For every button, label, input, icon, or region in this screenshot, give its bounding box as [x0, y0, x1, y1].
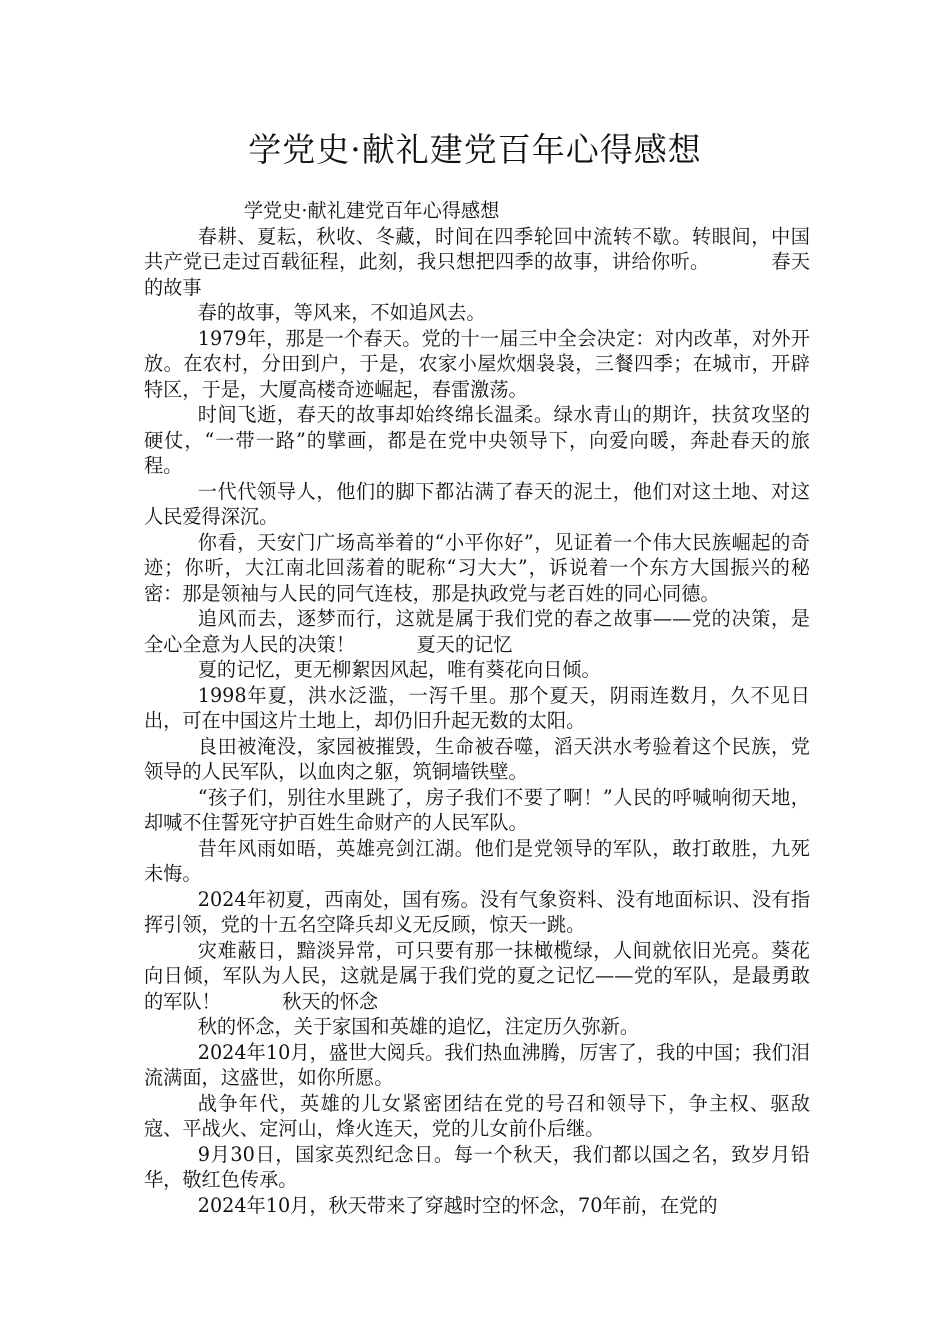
document-body [144, 198, 810, 1218]
paragraph: 9月30日，国家英烈纪念日。每一个秋天，我们都以国之名，致岁月铅华，敬红色传承。 [144, 1142, 810, 1191]
paragraph: 2024年10月，盛世大阅兵。我们热血沸腾，厉害了，我的中国；我们泪流满面，这盛世，如你所愿。 [144, 1040, 810, 1089]
paragraph-text: 春耕、夏耘，秋收、冬藏，时间在四季轮回中流转不歇。转眼间，中国共产党已走过百载征程，此刻，我只想把四季的故事，讲给你听。 [144, 224, 810, 273]
paragraph: 一代代领导人，他们的脚下都沾满了春天的泥土，他们对这土地、对这人民爱得深沉。 [144, 479, 810, 528]
paragraph-text: 追风而去，逐梦而行，这就是属于我们党的春之故事——党的决策，是全心全意为人民的决策！ [144, 607, 810, 656]
paragraph: 昔年风雨如晤，英雄亮剑江湖。他们是党领导的军队，敢打敢胜，九死未悔。 [144, 836, 810, 885]
paragraph: 秋的怀念，关于家国和英雄的追忆，注定历久弥新。 [197, 1015, 640, 1038]
section-heading-summer: 夏天的记忆 [416, 632, 513, 656]
paragraph [144, 606, 810, 657]
section-heading-spring: 春天的故事 [144, 250, 811, 299]
paragraph: 夏的记忆，更无柳絮因风起，唯有葵花向日倾。 [197, 658, 601, 681]
paragraph [144, 224, 810, 301]
paragraph: 春的故事，等风来，不如追风去。 [197, 301, 486, 324]
paragraph: 时间飞逝，春天的故事却始终绵长温柔。绿水青山的期许，扶贫攻坚的硬仗，“一带一路”的擘画，都是在党中央领导下，向爱向暖，奔赴春天的旅程。 [144, 403, 810, 477]
document-subtitle: 学党史·献礼建党百年心得感想 [243, 199, 500, 222]
section-heading-autumn: 秋天的怀念 [282, 989, 379, 1013]
paragraph: “孩子们，别往水里跳了，房子我们不要了啊！”人民的呼喊响彻天地，却喊不住誓死守护百姓生命财产的人民军队。 [144, 785, 810, 834]
paragraph: 1979年，那是一个春天。党的十一届三中全会决定：对内改革，对外开放。在农村，分田到户，于是，农家小屋炊烟袅袅，三餐四季；在城市，开辟特区，于是，大厦高楼奇迹崛起，春雷激荡。 [144, 326, 810, 401]
page-title: 学党史·献礼建党百年心得感想 [248, 130, 702, 169]
paragraph: 1998年夏，洪水泛滥，一泻千里。那个夏天，阴雨连数月，久不见日出，可在中国这片土地上，却仍旧升起无数的太阳。 [144, 683, 810, 732]
paragraph [144, 938, 810, 1015]
paragraph: 良田被淹没，家园被摧毁，生命被吞噬，滔天洪水考验着这个民族，党领导的人民军队，以血肉之躯，筑铜墙铁壁。 [144, 734, 810, 783]
paragraph: 你看，天安门广场高举着的“小平你好”，见证着一个伟大民族崛起的奇迹；你听，大江南北回荡着的昵称“习大大”，诉说着一个东方大国振兴的秘密：那是领袖与人民的同气连枝，那是执政党与老百姓的同心同德。 [144, 530, 810, 605]
paragraph: 战争年代，英雄的儿女紧密团结在党的号召和领导下，争主权、驱敌寇、平战火、定河山，烽火连天，党的儿女前仆后继。 [144, 1091, 810, 1140]
paragraph-text: 灾难蔽日，黯淡异常，可只要有那一抹橄榄绿，人间就依旧光亮。葵花向日倾，军队为人民，这就是属于我们党的夏之记忆——党的军队，是最勇敢的军队！ [144, 938, 810, 1013]
paragraph: 2024年10月，秋天带来了穿越时空的怀念，70年前，在党的 [197, 1193, 718, 1217]
paragraph: 2024年初夏，西南处，国有殇。没有气象资料、没有地面标识、没有指挥引领，党的十五名空降兵却义无反顾，惊天一跳。 [144, 887, 810, 936]
